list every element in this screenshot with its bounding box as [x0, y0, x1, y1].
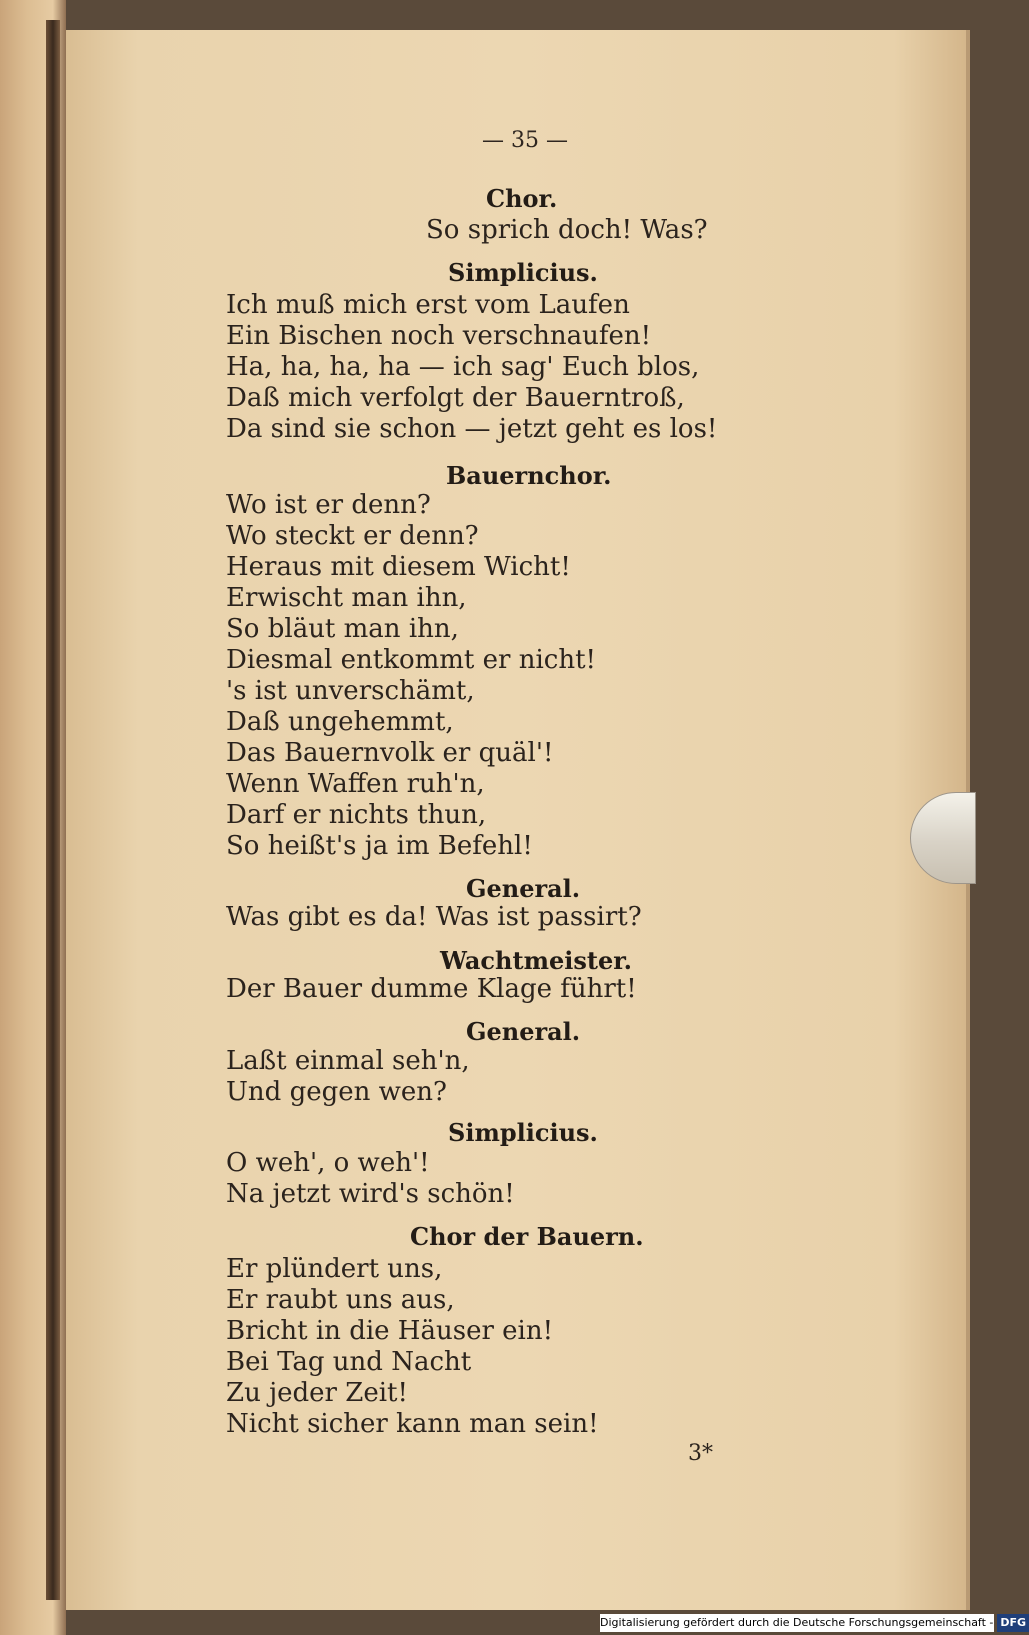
- verse-line: Zu jeder Zeit!: [226, 1378, 408, 1408]
- digitization-footer: [600, 1614, 1027, 1632]
- verse-line: Wo ist er denn?: [226, 490, 431, 520]
- verse-line: Diesmal entkommt er nicht!: [226, 645, 596, 675]
- speaker-heading: Wachtmeister.: [440, 946, 633, 975]
- verse-line: Ha, ha, ha, ha — ich sag' Euch blos,: [226, 352, 700, 382]
- speaker-heading: General.: [466, 1017, 581, 1046]
- verse-line: So sprich doch! Was?: [426, 215, 708, 245]
- verse-line: Darf er nichts thun,: [226, 800, 487, 830]
- verse-line: Wenn Waffen ruh'n,: [226, 769, 485, 799]
- verse-line: Laßt einmal seh'n,: [226, 1046, 470, 1076]
- book-gutter: [46, 20, 60, 1600]
- verse-line: Er plündert uns,: [226, 1254, 443, 1284]
- page-number: — 35 —: [482, 128, 568, 153]
- verse-line: Daß mich verfolgt der Bauerntroß,: [226, 383, 685, 413]
- speaker-heading: Chor der Bauern.: [410, 1222, 644, 1251]
- verse-line: Und gegen wen?: [226, 1077, 447, 1107]
- verse-line: Ein Bischen noch verschnaufen!: [226, 321, 652, 351]
- verse-line: 's ist unverschämt,: [226, 676, 475, 706]
- verse-line: Na jetzt wird's schön!: [226, 1179, 515, 1209]
- speaker-heading: Simplicius.: [448, 258, 598, 287]
- speaker-heading: Bauernchor.: [446, 461, 612, 490]
- footer-text: Digitalisierung gefördert durch die Deutsche Forschungsgemeinschaft -: [600, 1616, 994, 1629]
- verse-line: Da sind sie schon — jetzt geht es los!: [226, 414, 718, 444]
- verse-line: Erwischt man ihn,: [226, 583, 467, 613]
- verse-line: Nicht sicher kann man sein!: [226, 1409, 599, 1439]
- verse-line: Daß ungehemmt,: [226, 707, 454, 737]
- dfg-logo: DFG: [997, 1614, 1029, 1632]
- verse-line: Was gibt es da! Was ist passirt?: [226, 902, 642, 932]
- signature-mark: 3*: [688, 1441, 713, 1466]
- verse-line: Heraus mit diesem Wicht!: [226, 552, 571, 582]
- verse-line: O weh', o weh'!: [226, 1148, 430, 1178]
- verse-line: Bricht in die Häuser ein!: [226, 1316, 554, 1346]
- verse-line: Der Bauer dumme Klage führt!: [226, 974, 637, 1004]
- verse-line: Wo steckt er denn?: [226, 521, 479, 551]
- speaker-heading: Chor.: [486, 184, 558, 213]
- speaker-heading: General.: [466, 874, 581, 903]
- verse-line: So heißt's ja im Befehl!: [226, 831, 533, 861]
- verse-line: Bei Tag und Nacht: [226, 1347, 472, 1377]
- verse-line: Ich muß mich erst vom Laufen: [226, 290, 630, 320]
- verse-line: So bläut man ihn,: [226, 614, 459, 644]
- speaker-heading: Simplicius.: [448, 1118, 598, 1147]
- verse-line: Das Bauernvolk er quäl'!: [226, 738, 554, 768]
- verse-line: Er raubt uns aus,: [226, 1285, 455, 1315]
